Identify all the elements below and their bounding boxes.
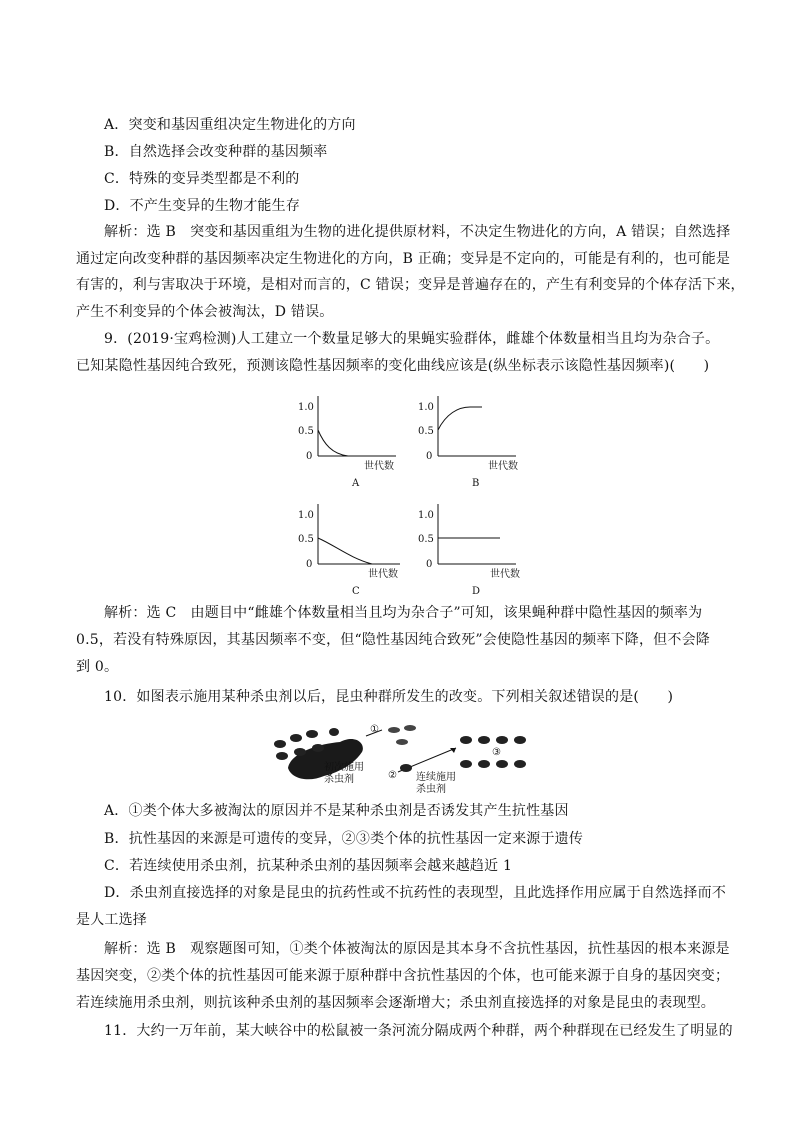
q10-option-c: C．若连续使用杀虫剂，抗某种杀虫剂的基因频率会越来越趋近 1 xyxy=(104,858,513,874)
y-tick-1: 1.0 xyxy=(298,402,314,413)
insecticide-figure xyxy=(270,716,530,795)
q9-stem-line: 已知某隐性基因纯合致死，预测该隐性基因频率的变化曲线应该是(纵坐标表示该隐性基因频率)( ) xyxy=(76,358,710,374)
marker-2: ② xyxy=(388,770,397,781)
marker-3: ③ xyxy=(492,747,501,758)
label-insecticide: 杀虫剂 xyxy=(416,784,446,795)
marker-1: ① xyxy=(370,724,379,735)
graph-b xyxy=(404,392,529,492)
q8-option-b: B．自然选择会改变种群的基因频率 xyxy=(104,144,328,160)
q9-analysis-line: 0.5，若没有特殊原因，其基因频率不变，但“隐性基因纯合致死”会使隐性基因的频率下降，但不会降 xyxy=(76,632,710,648)
q10-option-d: D．杀虫剂直接选择的对象是昆虫的抗药性或不抗药性的表现型，且此选择作用应属于自然选择而不 xyxy=(104,885,727,901)
q10-analysis-line: 基因突变，②类个体的抗性基因可能来源于原种群中含抗性基因的个体，也可能来源于自身的基因突变； xyxy=(76,968,730,984)
q10-option-a: A．①类个体大多被淘汰的原因并不是某种杀虫剂是否诱发其产生抗性基因 xyxy=(104,803,569,819)
q9-analysis-line: 解析：选 C 由题目中“雌雄个体数量相当且均为杂合子”可知，该果蝇种群中隐性基因的频率为 xyxy=(104,605,703,621)
q8-option-d: D．不产生变异的生物才能生存 xyxy=(104,198,301,214)
x-axis-label: 世代数 xyxy=(364,461,394,472)
graph-a xyxy=(288,392,408,492)
q8-option-a: A．突变和基因重组决定生物进化的方向 xyxy=(104,117,356,133)
graph-letter: A xyxy=(352,478,360,489)
q8-analysis-line: 有害的，利与害取决于环境，是相对而言的，C 错误；变异是普遍存在的，产生有利变异的个体存活下来， xyxy=(76,277,745,293)
survivor-beetle-icon xyxy=(400,764,412,772)
q11-stem: 11．大约一万年前，某大峡谷中的松鼠被一条河流分隔成两个种群，两个种群现在已经发生了明显的 xyxy=(104,1023,733,1039)
q10-option-d-cont: 是人工选择 xyxy=(76,912,147,928)
y-tick-1: 1.0 xyxy=(418,402,434,413)
y-tick-1: 1.0 xyxy=(298,510,314,521)
q8-analysis-line: 通过定向改变种群的基因频率决定生物进化的方向，B 正确；变异是不定向的，可能是有利的，也可能是 xyxy=(76,251,731,267)
x-axis-label: 世代数 xyxy=(488,461,518,472)
q10-stem: 10．如图表示施用某种杀虫剂以后，昆虫种群所发生的改变。下列相关叙述错误的是( ) xyxy=(104,689,674,705)
graph-letter: B xyxy=(472,478,480,489)
y-tick-0: 0 xyxy=(426,559,433,570)
y-tick-05: 0.5 xyxy=(298,534,314,545)
graph-letter: D xyxy=(472,586,481,597)
q8-analysis-line: 产生不利变异的个体会被淘汰，D 错误。 xyxy=(76,304,334,320)
q9-analysis-line: 到 0。 xyxy=(76,659,119,675)
y-tick-05: 0.5 xyxy=(418,426,434,437)
label-continuous-apply: 连续施用 xyxy=(416,772,456,783)
q10-analysis-line: 若连续施用杀虫剂，则抗该种杀虫剂的基因频率会逐渐增大；杀虫剂直接选择的对象是昆虫的表现型。 xyxy=(76,995,715,1011)
y-tick-0: 0 xyxy=(306,559,313,570)
x-axis-label: 世代数 xyxy=(368,569,398,580)
frequency-curve xyxy=(318,430,358,456)
y-tick-1: 1.0 xyxy=(418,510,434,521)
y-tick-05: 0.5 xyxy=(298,426,314,437)
label-first-apply: 初次施用 xyxy=(324,762,364,773)
y-tick-0: 0 xyxy=(306,451,313,462)
graph-d xyxy=(404,500,529,600)
graph-c xyxy=(288,500,413,600)
dead-beetle-icon xyxy=(388,725,416,745)
x-axis-label: 世代数 xyxy=(490,569,520,580)
q10-option-b: B．抗性基因的来源是可遗传的变异，②③类个体的抗性基因一定来源于遗传 xyxy=(104,831,584,847)
y-tick-0: 0 xyxy=(426,451,433,462)
q10-analysis-line: 解析：选 B 观察题图可知，①类个体被淘汰的原因是其本身不含抗性基因，抗性基因的根本来源是 xyxy=(104,941,730,957)
frequency-curve xyxy=(438,407,482,430)
y-tick-05: 0.5 xyxy=(418,534,434,545)
q8-option-c: C．特殊的变异类型都是不利的 xyxy=(104,171,300,187)
q9-stem-line: 9．(2019·宝鸡检测)人工建立一个数量足够大的果蝇实验群体，雌雄个体数量相当且均为杂合子。 xyxy=(104,331,720,347)
frequency-curve xyxy=(318,538,372,564)
q8-analysis-line: 解析：选 B 突变和基因重组为生物的进化提供原材料，不决定生物进化的方向，A 错误；自然选择 xyxy=(104,224,731,240)
graph-letter: C xyxy=(352,586,360,597)
label-insecticide: 杀虫剂 xyxy=(324,774,354,785)
